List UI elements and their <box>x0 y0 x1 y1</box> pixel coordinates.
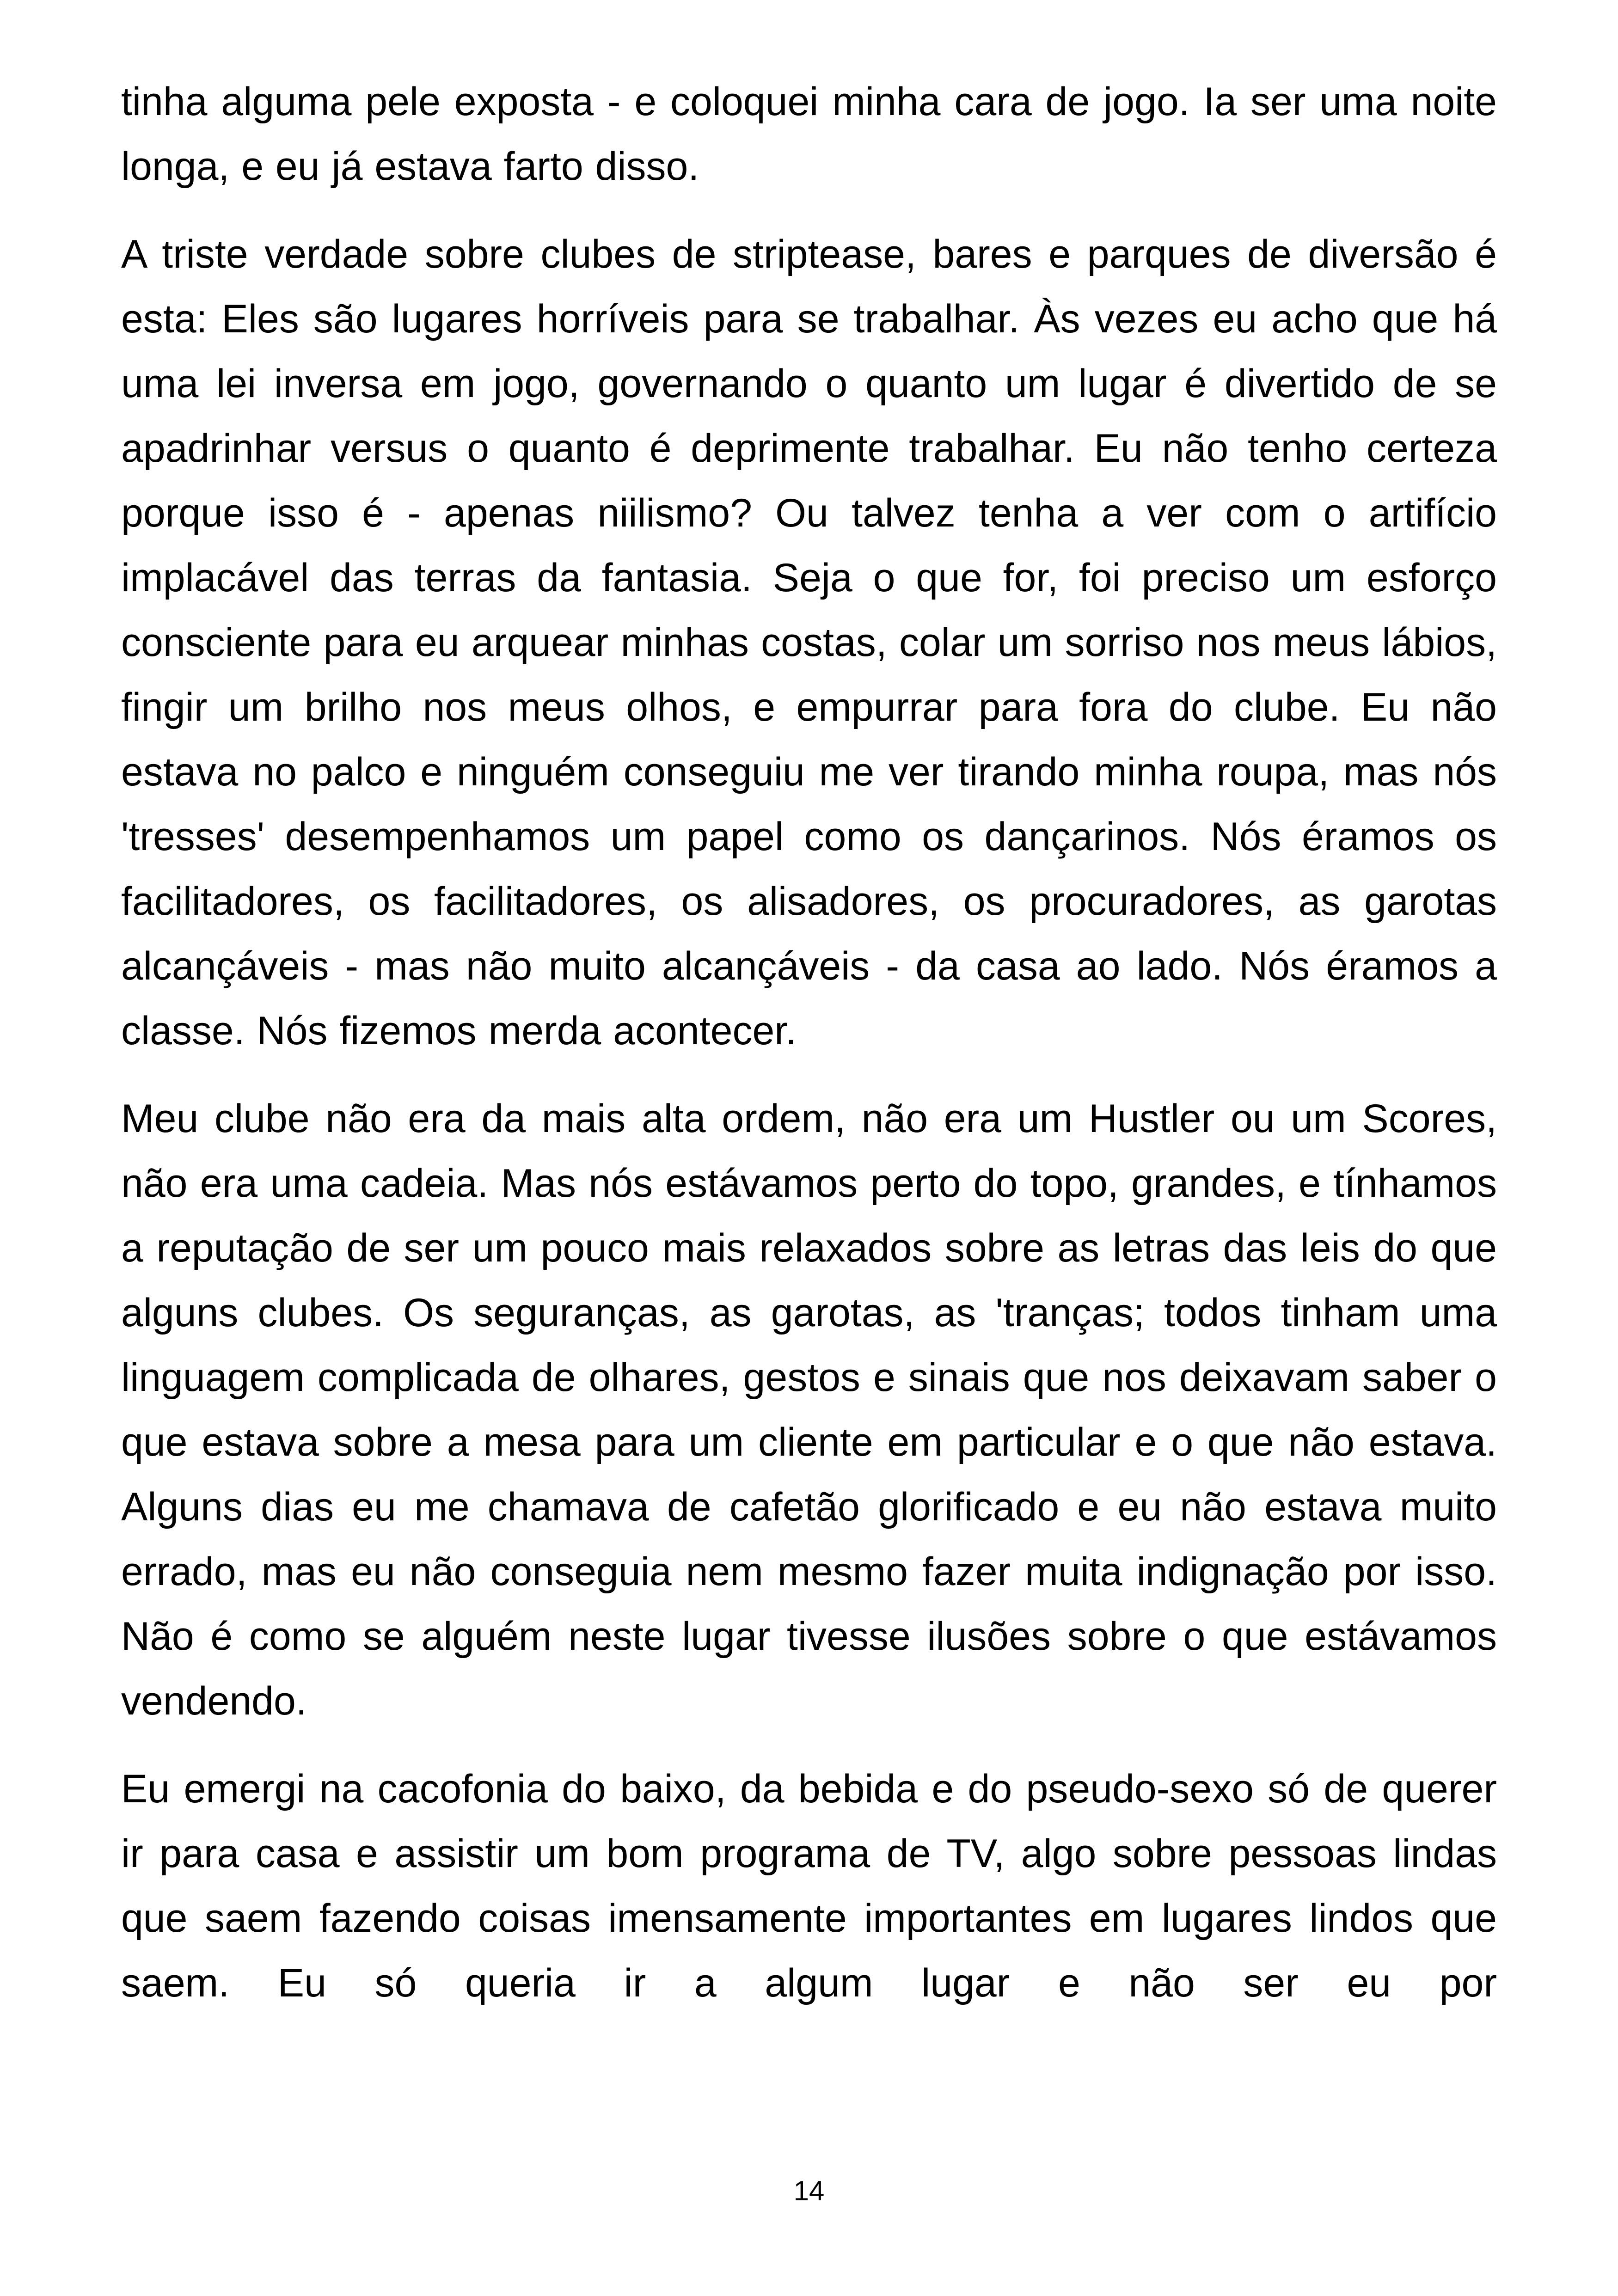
paragraph-3: Meu clube não era da mais alta ordem, não era um Hustler ou um Scores, não era uma cadeia. Mas nós estávamos perto do topo, grandes, e tínhamos a reputação de ser um pouco mais relaxados sobre as letras das leis do que alguns clubes. Os seguranças, as garotas, as 'tranças; todos tinham uma linguagem complicada de olhares, gestos e sinais que nos deixavam saber o que estava sobre a mesa para um cliente em particular e o que não estava. Alguns dias eu me chamava de cafetão glorificado e eu não estava muito errado, mas eu não conseguia nem mesmo fazer muita indignação por isso. Não é como se alguém neste lugar tivesse ilusões sobre o que estávamos vendendo. <box>121 1096 1497 1723</box>
paragraph-1: tinha alguma pele exposta - e coloquei minha cara de jogo. Ia ser uma noite longa, e eu já estava farto disso. <box>121 80 1497 189</box>
paragraph-2: A triste verdade sobre clubes de striptease, bares e parques de diversão é esta: Eles são lugares horríveis para se trabalhar. Às vezes eu acho que há uma lei inversa em jogo, governando o quanto um lugar é divertido de se apadrinhar versus o quanto é deprimente trabalhar. Eu não tenho certeza porque isso é - apenas niilismo? Ou talvez tenha a ver com o artifício implacável das terras da fantasia. Seja o que for, foi preciso um esforço consciente para eu arquear minhas costas, colar um sorriso nos meus lábios, fingir um brilho nos meus olhos, e empurrar para fora do clube. Eu não estava no palco e ninguém conseguiu me ver tirando minha roupa, mas nós 'tresses' desempenhamos um papel como os dançarinos. Nós éramos os facilitadores, os facilitadores, os alisadores, os procuradores, as garotas alcançáveis - mas não muito alcançáveis - da casa ao lado. Nós éramos a classe. Nós fizemos merda acontecer. <box>121 232 1497 1053</box>
page-number: 14 <box>793 2175 825 2206</box>
body-text <box>121 69 1497 2039</box>
paragraph-4: Eu emergi na cacofonia do baixo, da bebida e do pseudo-sexo só de querer ir para casa e assistir um bom programa de TV, algo sobre pessoas lindas que saem fazendo coisas imensamente importantes em lugares lindos que saem. Eu só queria ir a algum lugar e não ser eu por <box>121 1767 1497 2005</box>
